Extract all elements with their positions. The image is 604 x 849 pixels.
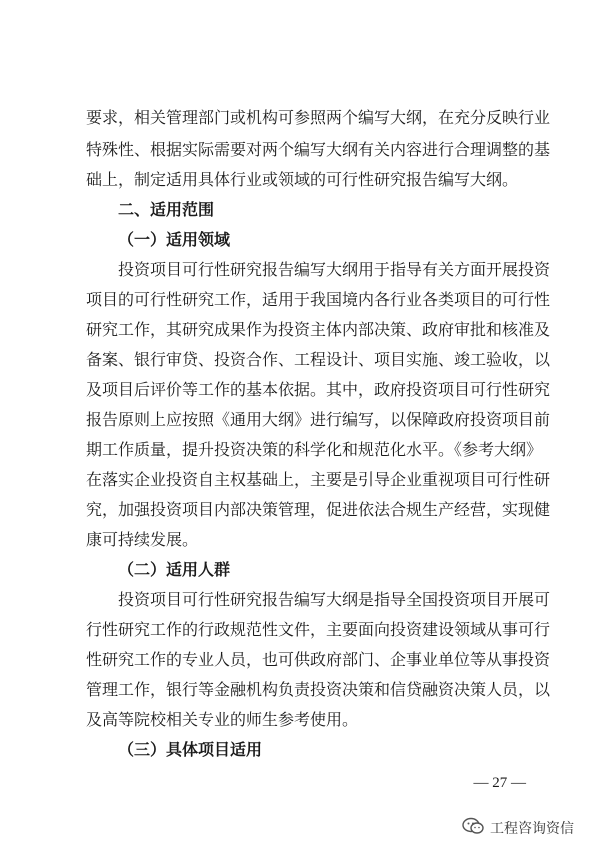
page-number: — 27 — — [473, 775, 526, 791]
subsection-heading: （一）适用领域 — [118, 230, 231, 249]
subsection-heading: （三）具体项目适用 — [118, 740, 263, 759]
body-text-line: 及项目后评价等工作的基本依据。其中，政府投资项目可行性研究 — [86, 380, 551, 399]
body-text-line: 备案、银行审贷、投资合作、工程设计、项目实施、竣工验收，以 — [86, 350, 551, 369]
body-text-line: 性研究工作的专业人员，也可供政府部门、企事业单位等从事投资 — [86, 650, 551, 669]
wechat-icon — [462, 817, 484, 839]
watermark — [462, 817, 574, 839]
body-text-line: 在落实企业投资自主权基础上，主要是引导企业重视项目可行性研 — [86, 470, 551, 489]
body-text-line: 期工作质量，提升投资决策的科学化和规范化水平。《参考大纲》 — [86, 440, 543, 459]
subsection-heading: （二）适用人群 — [118, 560, 231, 579]
body-text-line: 行性研究工作的行政规范性文件，主要面向投资建设领域从事可行 — [86, 620, 551, 639]
body-text-line: 及高等院校相关专业的师生参考使用。 — [86, 710, 359, 729]
body-text-line: 管理工作，银行等金融机构负责投资决策和信贷融资决策人员，以 — [86, 680, 551, 699]
body-text-line: 究，加强投资项目内部决策管理，促进依法合规生产经营，实现健 — [86, 500, 551, 519]
body-text-line: 研究工作，其研究成果作为投资主体内部决策、政府审批和核准及 — [86, 320, 551, 339]
body-text-line: 要求，相关管理部门或机构可参照两个编写大纲，在充分反映行业 — [86, 108, 551, 127]
body-text-line: 报告原则上应按照《通用大纲》进行编写，以保障政府投资项目前 — [86, 410, 551, 429]
body-text-line: 特殊性、根据实际需要对两个编写大纲有关内容进行合理调整的基 — [86, 140, 551, 159]
body-text-line: 础上，制定适用具体行业或领域的可行性研究报告编写大纲。 — [86, 170, 519, 189]
body-text-line: 投资项目可行性研究报告编写大纲用于指导有关方面开展投资 — [118, 260, 551, 279]
body-text-line: 康可持续发展。 — [86, 530, 199, 549]
body-text-line: 项目的可行性研究工作，适用于我国境内各行业各类项目的可行性 — [86, 290, 551, 309]
body-text-line: 投资项目可行性研究报告编写大纲是指导全国投资项目开展可 — [118, 590, 551, 609]
watermark-label: 工程咨询资信 — [490, 821, 574, 837]
section-heading: 二、适用范围 — [118, 200, 215, 219]
